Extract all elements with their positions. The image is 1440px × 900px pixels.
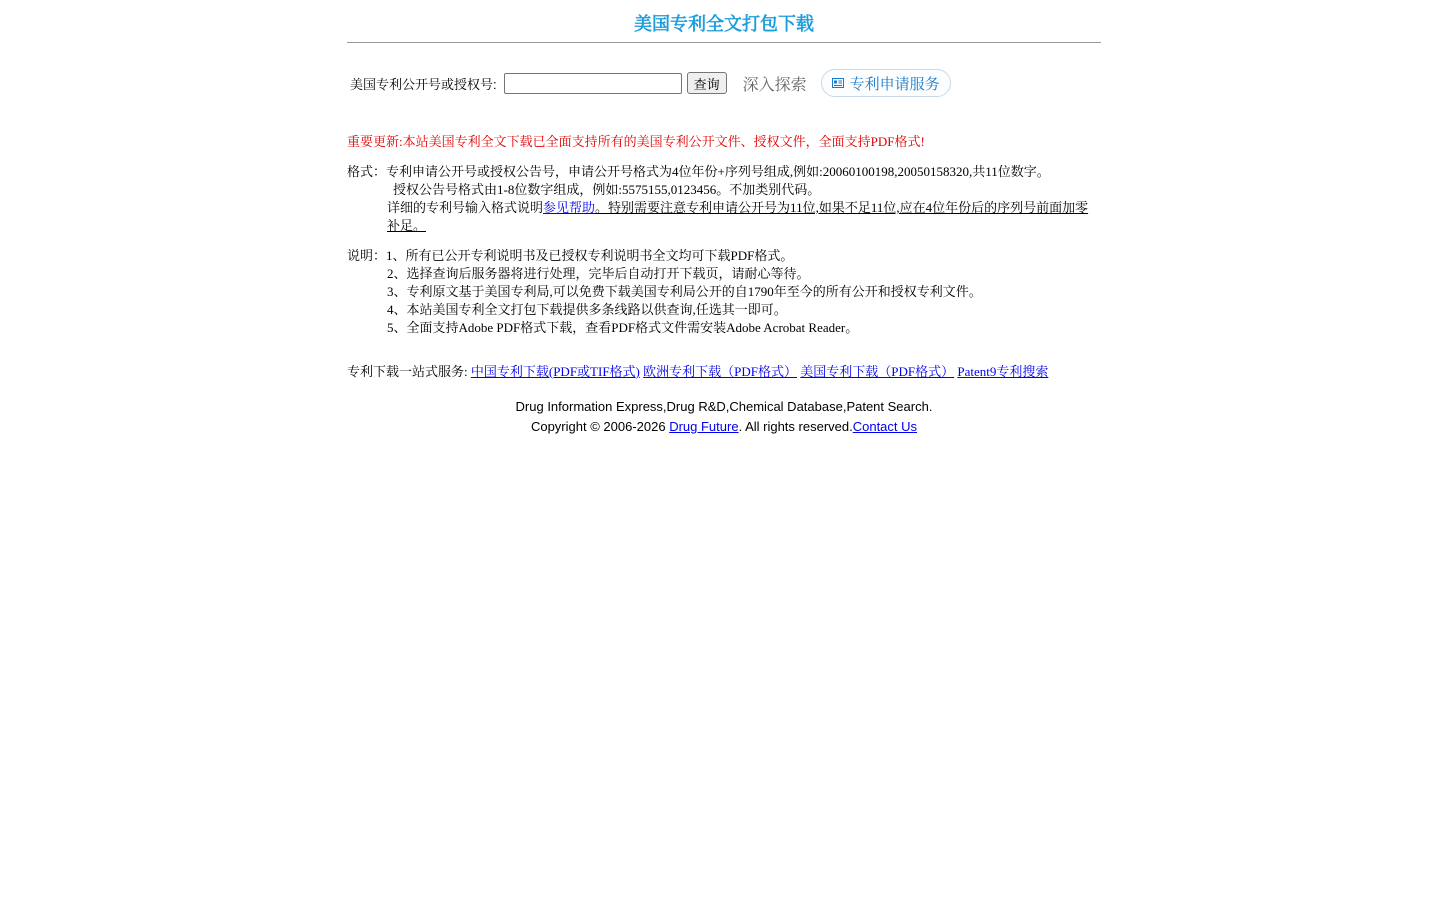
note-item: 3、专利原文基于美国专利局,可以免费下载美国专利局公开的自1790年至今的所有公开和授权专利文件。 xyxy=(387,284,982,299)
format-padding-note: 特别需要注意专利申请公开号为11位,如果不足11位,应在4位年份后的序列号前面加零补足。 xyxy=(387,200,1089,233)
search-bar xyxy=(347,67,1101,99)
query-button[interactable]: 查询 xyxy=(687,72,727,94)
copyright-prefix: Copyright © 2006-2026 xyxy=(530,419,670,434)
footer xyxy=(347,397,1101,437)
notes-label: 说明： xyxy=(347,248,387,263)
document-icon xyxy=(832,78,844,88)
one-stop-services xyxy=(347,363,1101,381)
footer-tagline: Drug Information Express,Drug R&D,Chemical Database,Patent Search. xyxy=(515,399,933,414)
format-line-2: 授权公告号格式由1-8位数字组成，例如:5575155,0123456。不加类别代码。 xyxy=(393,182,821,197)
drug-future-link[interactable]: Drug Future xyxy=(669,419,739,434)
page-title: 美国专利全文打包下载 xyxy=(634,14,814,34)
title-divider xyxy=(347,42,1101,43)
note-row-1 xyxy=(347,247,1101,265)
us-patent-download-link[interactable]: 美国专利下载（PDF格式） xyxy=(800,364,955,379)
deep-search-link[interactable]: 深入探索 xyxy=(742,76,807,94)
help-link[interactable]: 参见帮助 xyxy=(543,200,596,215)
notes-section xyxy=(347,247,1101,337)
patent-number-input[interactable] xyxy=(504,73,682,94)
search-label: 美国专利公开号或授权号: xyxy=(350,76,497,92)
apply-service-label: 专利申请服务 xyxy=(849,75,940,93)
services-label: 专利下载一站式服务: xyxy=(347,364,468,379)
contact-us-link[interactable]: Contact Us xyxy=(852,419,918,434)
format-line-3 xyxy=(347,199,1101,235)
format-help-suffix: 。 xyxy=(595,200,609,215)
format-line-1: 格式：专利申请公开号或授权公告号，申请公开号格式为4位年份+序列号组成,例如:20060100198,20050158320,共11位数字。 xyxy=(347,164,1050,179)
format-instructions xyxy=(347,163,1101,235)
format-help-prefix: 详细的专利号输入格式说明 xyxy=(387,200,544,215)
footer-copyright xyxy=(347,417,1101,437)
page-container xyxy=(347,0,1101,437)
note-item: 2、选择查询后服务器将进行处理，完毕后自动打开下载页，请耐心等待。 xyxy=(387,266,810,281)
patent-application-service-button[interactable] xyxy=(821,69,951,97)
note-item: 5、全面支持Adobe PDF格式下载，查看PDF格式文件需安装Adobe Acrobat Reader。 xyxy=(387,320,859,335)
china-patent-download-link[interactable]: 中国专利下载(PDF或TIF格式) xyxy=(470,364,640,379)
copyright-suffix: . All rights reserved. xyxy=(738,419,853,434)
patent9-search-link[interactable]: Patent9专利搜索 xyxy=(957,364,1049,379)
note-item: 4、本站美国专利全文打包下载提供多条线路以供查询,任选其一即可。 xyxy=(387,302,787,317)
note-item: 1、所有已公开专利说明书及已授权专利说明书全文均可下载PDF格式。 xyxy=(386,248,794,263)
europe-patent-download-link[interactable]: 欧洲专利下载（PDF格式） xyxy=(643,364,797,379)
important-update-notice: 重要更新:本站美国专利全文下载已全面支持所有的美国专利公开文件、授权文件，全面支持PDF格式! xyxy=(347,134,925,149)
